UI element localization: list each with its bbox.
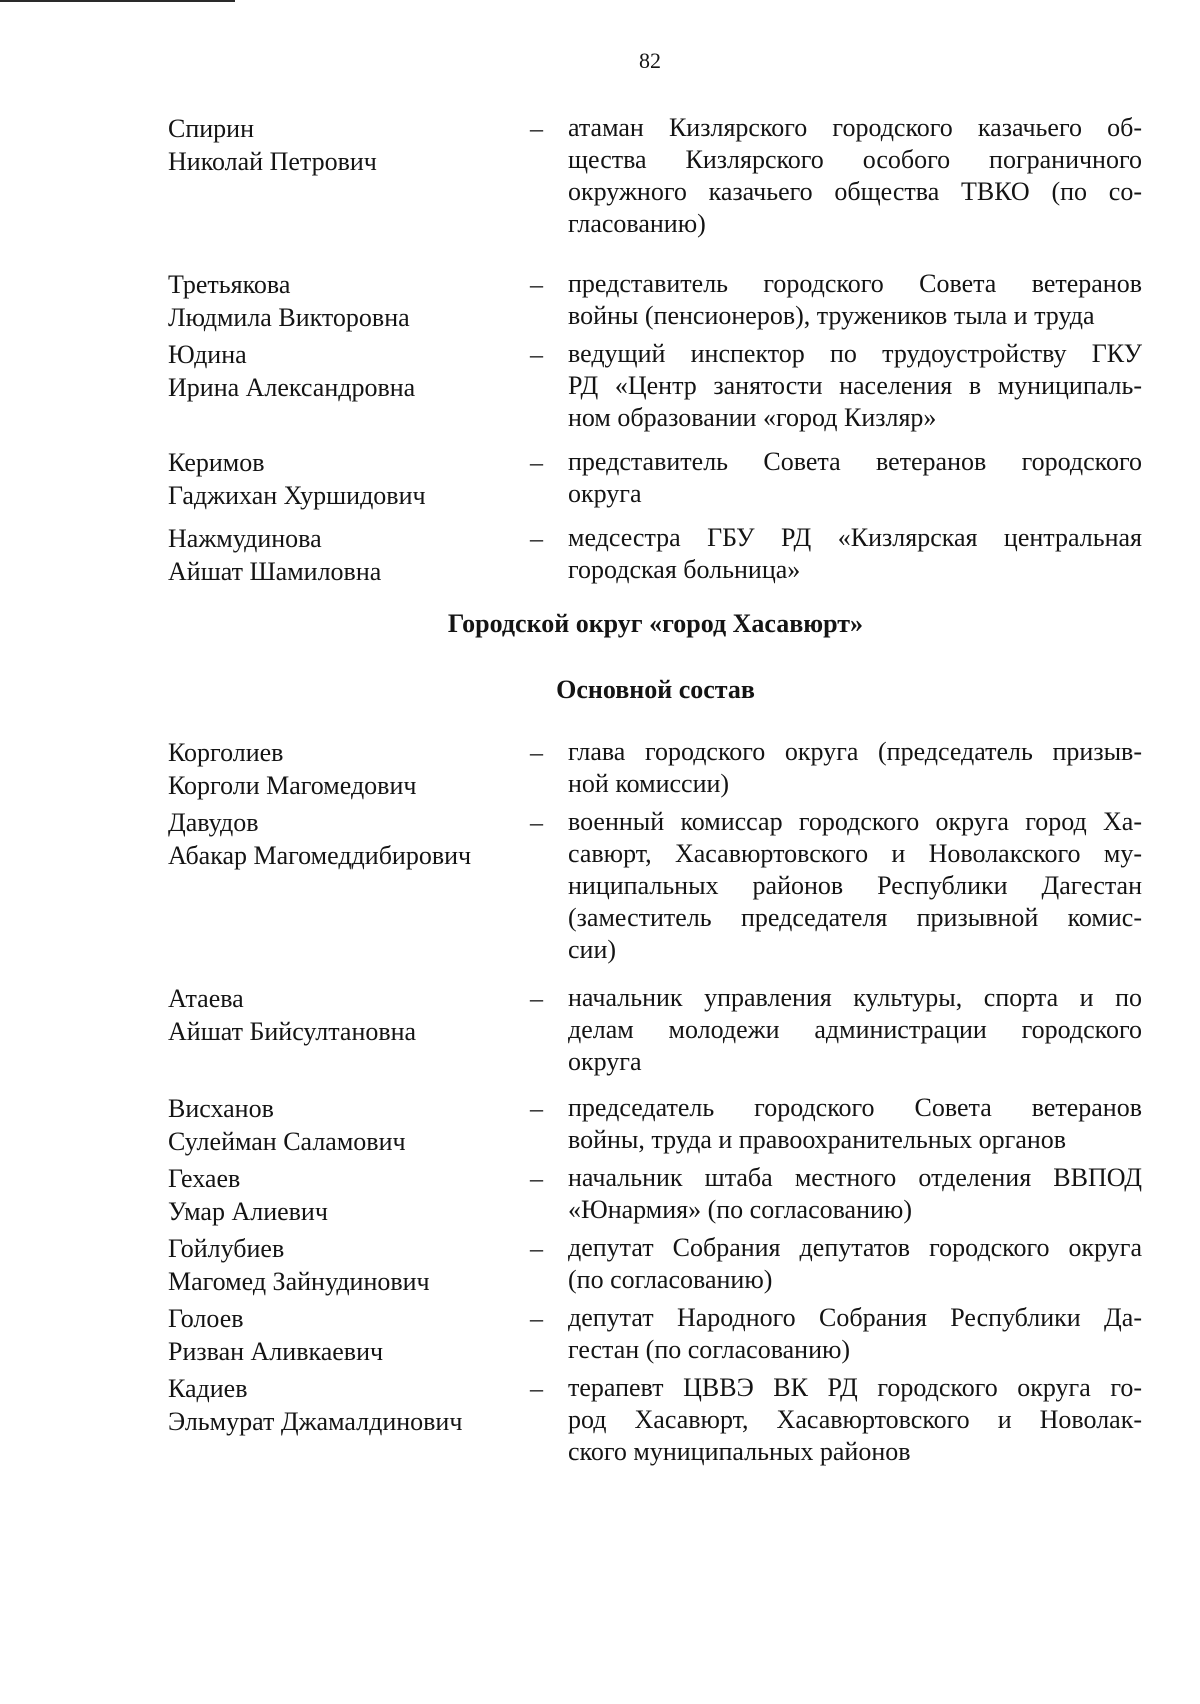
role-line: делам молодежи администрации городского [568,1015,1142,1044]
member-name [168,806,530,872]
role-line: ведущий инспектор по трудоустройству ГКУ [568,339,1142,368]
entry-dash: – [530,270,543,299]
member-surname: Висханов [168,1094,274,1123]
member-role [568,446,1142,510]
member-surname: Атаева [168,984,244,1013]
members-list-top [168,112,1143,588]
member-role [568,1092,1142,1156]
role-line: городская больница» [568,555,801,584]
member-name [168,1302,530,1368]
subsection-title: Основной состав [556,675,755,704]
role-line: савюрт, Хасавюртовского и Новолакского му- [568,839,1142,868]
member-entry [168,338,1143,434]
member-name [168,112,530,178]
role-line: войны, труда и правоохранительных органов [568,1125,1067,1154]
member-role [568,112,1142,240]
member-given-name: Айшат Шамиловна [168,557,382,586]
page-number: 82 [639,48,661,73]
member-entry [168,522,1143,588]
member-surname: Корголиев [168,738,284,767]
member-given-name: Умар Алиевич [168,1197,328,1226]
member-role [568,806,1142,966]
member-role [568,982,1142,1078]
member-given-name: Абакар Магомеддибирович [168,841,472,870]
member-name [168,446,530,512]
members-list-bottom [168,736,1143,1468]
member-given-name: Магомед Зайнудинович [168,1267,430,1296]
member-name [168,268,530,334]
member-surname: Нажмудинова [168,524,322,553]
role-line: гестан (по согласованию) [568,1335,851,1364]
role-line: начальник управления культуры, спорта и по [568,983,1142,1012]
role-line: гласованию) [568,209,706,238]
role-line: начальник штаба местного отделения ВВПОД [568,1163,1142,1192]
member-role [568,1302,1142,1366]
role-line: терапевт ЦВВЭ ВК РД городского округа го- [568,1373,1142,1402]
member-role [568,522,1142,586]
role-line: представитель Совета ветеранов городского [568,447,1142,476]
member-role [568,338,1142,434]
role-line: «Юнармия» (по согласованию) [568,1195,913,1224]
member-surname: Третьякова [168,270,291,299]
member-given-name: Ирина Александровна [168,373,416,402]
role-line: атаман Кизлярского городского казачьего об- [568,113,1142,142]
member-role [568,1232,1142,1296]
role-line: округа [568,479,642,508]
role-line: щества Кизлярского особого пограничного [568,145,1142,174]
member-entry [168,1162,1143,1228]
member-entry [168,736,1143,802]
member-role [568,736,1142,800]
member-entry [168,982,1143,1078]
member-given-name: Гаджихан Хуршидович [168,481,426,510]
member-surname: Юдина [168,340,247,369]
entry-dash: – [530,1094,543,1123]
role-line: ниципальных районов Республики Дагестан [568,871,1142,900]
member-given-name: Сулейман Саламович [168,1127,406,1156]
role-line: (по согласованию) [568,1265,773,1294]
entry-dash: – [530,448,543,477]
scan-edge-line [0,0,235,2]
role-line: представитель городского Совета ветеранов [568,269,1142,298]
entry-dash: – [530,524,543,553]
member-given-name: Людмила Викторовна [168,303,410,332]
member-role [568,1372,1142,1468]
member-name [168,1092,530,1158]
role-line: депутат Народного Собрания Республики Да- [568,1303,1142,1332]
role-line: РД «Центр занятости населения в муниципаль- [568,371,1142,400]
member-given-name: Корголи Магомедович [168,771,417,800]
member-name [168,1372,530,1438]
member-name [168,982,530,1048]
member-name [168,1162,530,1228]
member-entry [168,1302,1143,1368]
entry-dash: – [530,1304,543,1333]
member-entry [168,112,1143,240]
member-given-name: Айшат Бийсултановна [168,1017,417,1046]
member-name [168,338,530,404]
member-surname: Керимов [168,448,265,477]
member-surname: Спирин [168,114,254,143]
member-surname: Гехаев [168,1164,241,1193]
section-title: Городской округ «город Хасавюрт» [447,609,864,638]
role-line: председатель городского Совета ветеранов [568,1093,1142,1122]
role-line: войны (пенсионеров), тружеников тыла и труда [568,301,1095,330]
entry-dash: – [530,984,543,1013]
role-line: род Хасавюрт, Хасавюртовского и Новолак- [568,1405,1142,1434]
role-line: ной комиссии) [568,769,730,798]
entry-dash: – [530,1234,543,1263]
member-name [168,1232,530,1298]
member-role [568,268,1142,332]
role-line: ном образовании «город Кизляр» [568,403,937,432]
member-role [568,1162,1142,1226]
member-surname: Голоев [168,1304,244,1333]
member-entry [168,1372,1143,1468]
member-surname: Давудов [168,808,259,837]
member-entry [168,446,1143,512]
entry-dash: – [530,1374,543,1403]
member-surname: Гойлубиев [168,1234,285,1263]
role-line: ского муниципальных районов [568,1437,911,1466]
role-line: округа [568,1047,642,1076]
member-given-name: Ризван Аливкаевич [168,1337,384,1366]
entry-dash: – [530,1164,543,1193]
member-surname: Кадиев [168,1374,248,1403]
role-line: окружного казачьего общества ТВКО (по со- [568,177,1142,206]
entry-dash: – [530,808,543,837]
role-line: депутат Собрания депутатов городского округа [568,1233,1142,1262]
member-entry [168,1232,1143,1298]
member-entry [168,806,1143,966]
member-name [168,736,530,802]
member-entry [168,268,1143,334]
role-line: военный комиссар городского округа город Ха- [568,807,1142,836]
entry-dash: – [530,738,543,767]
role-line: медсестра ГБУ РД «Кизлярская центральная [568,523,1142,552]
member-entry [168,1092,1143,1158]
entry-dash: – [530,340,543,369]
entry-dash: – [530,114,543,143]
role-line: глава городского округа (председатель призыв- [568,737,1142,766]
role-line: сии) [568,935,617,964]
member-given-name: Николай Петрович [168,147,377,176]
member-given-name: Эльмурат Джамалдинович [168,1407,463,1436]
member-name [168,522,530,588]
role-line: (заместитель председателя призывной комис- [568,903,1142,932]
